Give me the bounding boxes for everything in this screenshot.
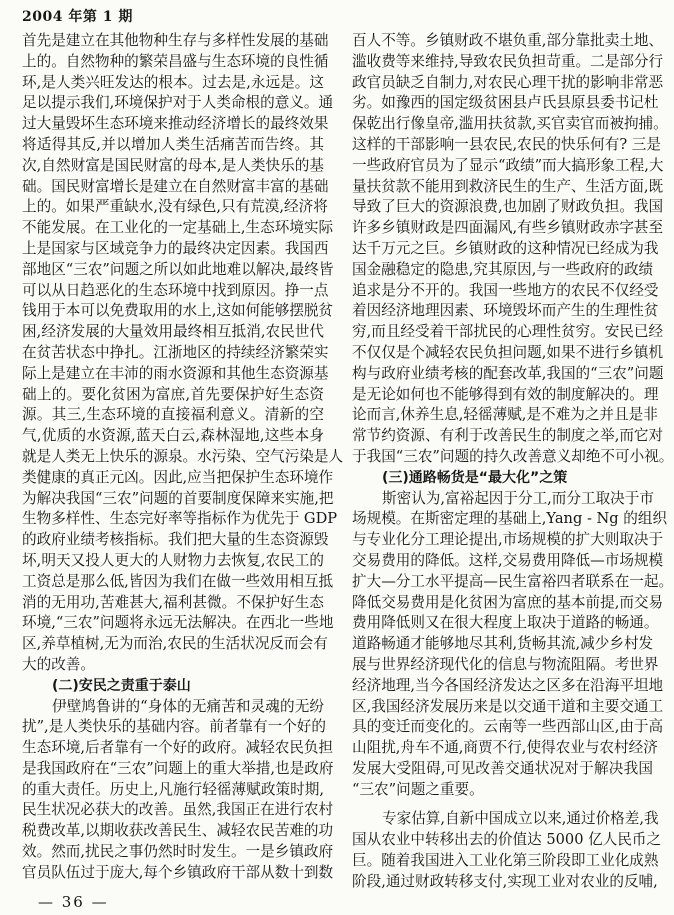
text-line: 穷,而且经受着干部扰民的心理性贫穷。安民已经 xyxy=(352,323,664,341)
paragraph xyxy=(352,809,662,892)
text-line: 伊壁鸠鲁讲的“身体的无痛苦和灵魂的无纷 xyxy=(52,697,324,715)
text-line: 交易费用的降低。这样,交易费用降低—市场规模 xyxy=(352,551,664,569)
text-line: 类健康的真正元凶。因此,应当把保护生态环境作 xyxy=(22,468,334,486)
text-line: 坏,明天又投人更大的人财物力去恢复,农民工的 xyxy=(22,551,324,569)
paragraph xyxy=(22,31,344,676)
left-text-column xyxy=(22,31,344,884)
text-line: 大的改善。 xyxy=(22,655,95,673)
text-line: 滥收费等来维持,导致农民负担苛重。二是部分行 xyxy=(352,52,664,70)
text-line: “三农”问题之重要。 xyxy=(352,780,484,798)
text-line: 民生状况必获大的改善。虽然,我国正在进行农村 xyxy=(22,801,334,819)
text-line: 足以提示我们,环境保护对于人类命根的意义。通 xyxy=(22,94,334,112)
text-line: 着因经济地理因素、环境毁坏而产生的生理性贫 xyxy=(352,302,659,320)
paragraph xyxy=(352,489,674,801)
text-line: 国金融稳定的隐患,究其原因,与一些政府的政绩 xyxy=(352,260,654,278)
text-line: 上的。如果严重缺水,没有绿色,只有荒漠,经济将 xyxy=(22,198,328,216)
text-line: 常节约资源、有利于改善民生的制度之举,而它对 xyxy=(352,427,664,445)
text-line: 劣。如豫西的国定级贫困县卢氏县原县委书记杜 xyxy=(352,94,659,112)
text-line: 税费改革,以期收获改善民生、减轻农民苦难的功 xyxy=(22,822,334,840)
text-line: 是无论如何也不能够得到有效的制度解决的。理 xyxy=(352,385,659,403)
text-line: 这样的干部影响一县农民,农民的快乐何有? 三是 xyxy=(352,135,661,153)
text-line: 官员队伍过于庞大,每个乡镇政府干部从数十到数 xyxy=(22,863,334,881)
text-line: 是我国政府在“三农”问题上的重大举措,也是政府 xyxy=(22,759,334,777)
text-line: 专家估算,自新中国成立以来,通过价格差,我 xyxy=(382,810,659,828)
text-line: 发展大受阻碍,可见改善交通状况对于解决我国 xyxy=(352,759,653,777)
text-line: 一些政府官员为了显示“政绩”而大搞形象工程,大 xyxy=(352,156,664,174)
paragraph xyxy=(352,31,674,468)
text-line: 保乾出行像皇帝,滥用扶贫款,买官卖官而被拘捕。 xyxy=(352,115,668,133)
text-line: 与专业化分工理论提出,市场规模的扩大则取决于 xyxy=(352,531,664,549)
text-line: 政官员缺乏自制力,对农民心理干扰的影响非常恶 xyxy=(352,73,664,91)
text-line: 量扶贫款不能用到救济民生的生产、生活方面,既 xyxy=(352,177,664,195)
text-line: 上的。自然物种的繁荣昌盛与生态环境的良性循 xyxy=(22,52,329,70)
text-line: 国从农业中转移出去的价值达 5000 亿人民币之 xyxy=(352,831,662,849)
text-line: 追求是分不开的。我国一些地方的农民不仅经受 xyxy=(352,281,659,299)
text-line: 就是人类无上快乐的源泉。水污染、空气污染是人 xyxy=(22,447,344,465)
right-text-column xyxy=(352,31,674,893)
text-line: 区,我国经济发展历来是以交通干道和主要交通工 xyxy=(352,697,664,715)
text-line: 道路畅通才能够地尽其利,货畅其流,减少乡村发 xyxy=(352,635,654,653)
text-line: 具的变迁而变化的。云南等一些西部山区,由于高 xyxy=(352,718,664,736)
text-line: 达千万元之巨。乡镇财政的这种情况已经成为我 xyxy=(352,239,659,257)
text-line: 的重大责任。历史上,凡施行轻徭薄赋政策时期, xyxy=(22,780,324,798)
text-line: 将适得其反,并以增加人类生活痛苦而告终。其 xyxy=(22,135,324,153)
paragraph xyxy=(22,697,334,884)
text-line: 次,自然财富是国民财富的母本,是人类快乐的基 xyxy=(22,156,324,174)
text-line: 可以从日趋恶化的生态环境中找到原因。挣一点 xyxy=(22,281,329,299)
section-heading: (二)安民之责重于泰山 xyxy=(52,677,191,694)
journal-issue-header: 2004 年第 1 期 xyxy=(22,9,133,25)
text-line: 源。其三,生态环境的直接福利意义。清新的空 xyxy=(22,406,324,424)
text-line: 展与世界经济现代化的信息与物流阻隔。考世界 xyxy=(352,655,659,673)
text-line: 降低交易费用是化贫困为富庶的基本前提,而交易 xyxy=(352,593,664,611)
text-line: 础上的。要化贫困为富庶,首先要保护好生态资 xyxy=(22,385,324,403)
text-line: 构与政府业绩考核的配套改革,我国的“三农”问题 xyxy=(352,364,664,382)
text-line: 生物多样性、生态完好率等指标作为优先于 GDP xyxy=(22,510,338,528)
text-line: 气,优质的水资源,蓝天白云,森林湿地,这些本身 xyxy=(22,427,324,445)
page-number: — 36 — xyxy=(38,893,109,911)
text-line: 效。然而,扰民之事仍然时时发生。一是乡镇政府 xyxy=(22,843,334,861)
text-line: 的政府业绩考核指标。我们把大量的生态资源毁 xyxy=(22,531,329,549)
text-line: 许多乡镇财政是四面漏风,有些乡镇财政赤字甚至 xyxy=(352,219,664,237)
text-line: 导致了巨大的资源浪费,也加剧了财政负担。我国 xyxy=(352,198,664,216)
text-line: 环境,“三农”问题将永远无法解决。在西北一些地 xyxy=(22,614,334,632)
text-line: 斯密认为,富裕起因于分工,而分工取决于市 xyxy=(382,489,654,507)
text-line: 场规模。在斯密定理的基础上,Yang - Ng 的组织 xyxy=(352,510,668,528)
text-line: 不仅仅是个减轻农民负担问题,如果不进行乡镇机 xyxy=(352,343,664,361)
text-line: 百人不等。乡镇财政不堪负重,部分靠批卖土地、 xyxy=(352,32,664,49)
text-line: 工资总是那么低,皆因为我们在做一些效用相互抵 xyxy=(22,572,334,590)
text-line: 经济地理,当今各国经济发达之区多在沿海平坦地 xyxy=(352,676,664,694)
text-line: 于我国“三农”问题的持久改善意义却绝不可小视。 xyxy=(352,447,674,465)
text-line: 首先是建立在其他物种生存与多样性发展的基础 xyxy=(22,32,329,49)
text-line: 上是国家与区域竞争力的最终决定因素。我国西 xyxy=(22,239,329,257)
text-line: 阶段,通过财政转移支付,实现工业对农业的反哺, xyxy=(352,872,658,890)
text-line: 钱用于本可以免费取用的水上,这如何能够摆脱贫 xyxy=(22,302,334,320)
paragraph-gap xyxy=(352,800,653,809)
text-line: 过大量毁坏生态环境来推动经济增长的最终效果 xyxy=(22,115,329,133)
text-line: 费用降低则又在很大程度上取决于道路的畅通。 xyxy=(352,614,659,632)
text-line: 困,经济发展的大量效用最终相互抵消,农民世代 xyxy=(22,323,324,341)
text-line: 生态环境,后者靠有一个好的政府。减轻农民负担 xyxy=(22,739,334,757)
text-line: 山阻扰,舟车不通,商贾不行,使得农业与农村经济 xyxy=(352,739,658,757)
text-line: 论而言,休养生息,轻徭薄赋,是不难为之并且是非 xyxy=(352,406,658,424)
text-line: 扰”,是人类快乐的基础内容。前者靠有一个好的 xyxy=(22,718,326,736)
text-line: 在贫苦状态中挣扎。江浙地区的持续经济繁荣实 xyxy=(22,343,329,361)
text-line: 巨。随着我国进入工业化第三阶段即工业化成熟 xyxy=(352,852,659,870)
text-line: 部地区“三农”问题之所以如此地难以解决,最终皆 xyxy=(22,260,334,278)
text-line: 为解决我国“三农”问题的首要制度保障来实施,把 xyxy=(22,489,334,507)
text-line: 不能发展。在工业化的一定基础上,生态环境实际 xyxy=(22,219,334,237)
text-line: 区,养草植树,无为而治,农民的生活状况反而会有 xyxy=(22,635,328,653)
text-line: 环,是人类兴旺发达的根本。过去是,永远是。这 xyxy=(22,73,324,91)
text-line: 础。国民财富增长是建立在自然财富丰富的基础 xyxy=(22,177,329,195)
text-line: 消的无用功,苦难甚大,福利甚微。不保护好生态 xyxy=(22,593,324,611)
section-heading: (三)通路畅货是“最大化”之策 xyxy=(382,469,568,486)
text-line: 扩大—分工水平提高—民生富裕四者联系在一起。 xyxy=(352,572,674,590)
text-line: 际上是建立在丰沛的雨水资源和其他生态资源基 xyxy=(22,364,329,382)
